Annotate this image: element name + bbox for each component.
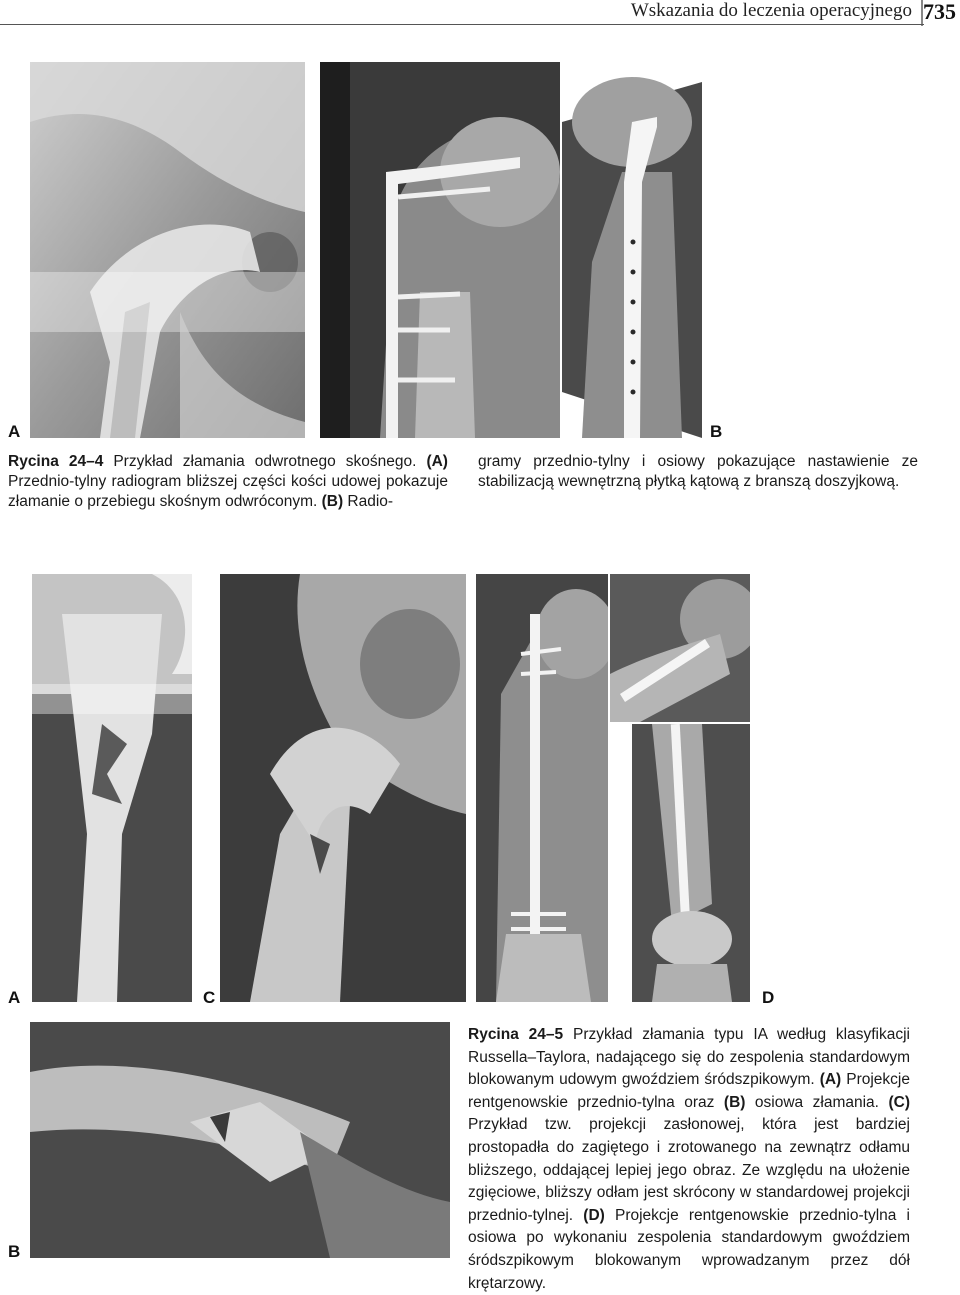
fig24-5-caption-number: Rycina 24–5 [468, 1026, 564, 1043]
fig24-5-d-radiograph-axial-distal [632, 724, 750, 1002]
fig24-5-label-d: D [762, 988, 775, 1007]
header-rule [0, 24, 924, 25]
fig24-5-label-c: C [203, 988, 216, 1007]
page-number: 735 [923, 0, 956, 24]
fig24-4-caption-intro: Przykład złamania odwrotnego skośnego. [103, 453, 427, 470]
fig24-5-d-radiograph-axial-proximal [610, 574, 750, 722]
fig24-4-b-radiograph-axial [562, 62, 702, 438]
fig24-4-caption-b-text-start: Radio- [343, 493, 394, 510]
fig24-5-caption-c-tag: (C) [888, 1093, 910, 1111]
fig24-5-caption [468, 1024, 910, 1295]
fig24-5-caption-c-text: Przykład tzw. projekcji zasłonowej, która jest bardziej prostopadła do zagiętego i zrotowanego na zewnątrz odłamu bliższego, oddającej lepiej jego obraz. Ze względu na ułożenie zgięciowe, bliższy odłam jest skrócony w standardowej projekcji przednio-tylnej. [468, 1116, 910, 1224]
fig24-4-b-radiograph-ap [320, 62, 560, 438]
fig24-4-caption-right [478, 452, 918, 492]
fig24-5-d-radiograph-ap [476, 574, 608, 1002]
fig24-5-caption-d-tag: (D) [583, 1206, 605, 1224]
running-header-title: Wskazania do leczenia operacyjnego [630, 0, 912, 21]
fig24-4-caption-left [8, 452, 448, 512]
fig24-5-b-radiograph [30, 1022, 450, 1258]
fig24-4-caption-number: Rycina 24–4 [8, 453, 104, 470]
fig24-5-caption-a-text: Projekcje rentgenowskie przednio-tylna oraz [468, 1071, 910, 1111]
fig24-5-caption-intro: Przykład złamania typu IA według klasyfikacji Russella–Taylora, nadającego się do zespolenia standardowym blokowanym udowym gwoździem śródszpikowym. [468, 1026, 910, 1089]
fig24-5-caption-b-text: osiowa złamania. [745, 1093, 889, 1111]
fig24-4-label-b: B [710, 422, 723, 441]
fig24-5-label-b: B [8, 1242, 21, 1261]
fig24-5-c-radiograph [220, 574, 466, 1002]
fig24-4-label-a: A [8, 422, 21, 441]
fig24-4-a-radiograph [30, 62, 305, 438]
fig24-5-a-radiograph [32, 574, 192, 1002]
fig24-4-caption-a-tag: (A) [426, 453, 448, 470]
fig24-4-caption-b-tag: (B) [321, 493, 344, 510]
fig24-4-caption-b-text-rest: gramy przednio-tylny i osiowy pokazujące nastawienie ze stabilizacją wewnętrzną płytką kątową z branszą doszyjkową. [478, 453, 918, 490]
fig24-5-label-a: A [8, 988, 21, 1007]
fig24-4-caption-a-text: Przednio-tylny radiogram bliższej części kości udowej pokazuje złamanie o przebiegu skośnym odwróconym. [8, 473, 448, 510]
fig24-5-caption-d-text: Projekcje rentgenowskie przednio-tylna i osiowa po wykonaniu zespolenia standardowym gwoździem śródszpikowym blokowanym wprowadzanym przez dół krętarzowy. [468, 1206, 910, 1292]
fig24-5-caption-a-tag: (A) [819, 1071, 842, 1089]
fig24-5-caption-b-tag: (B) [723, 1093, 746, 1111]
